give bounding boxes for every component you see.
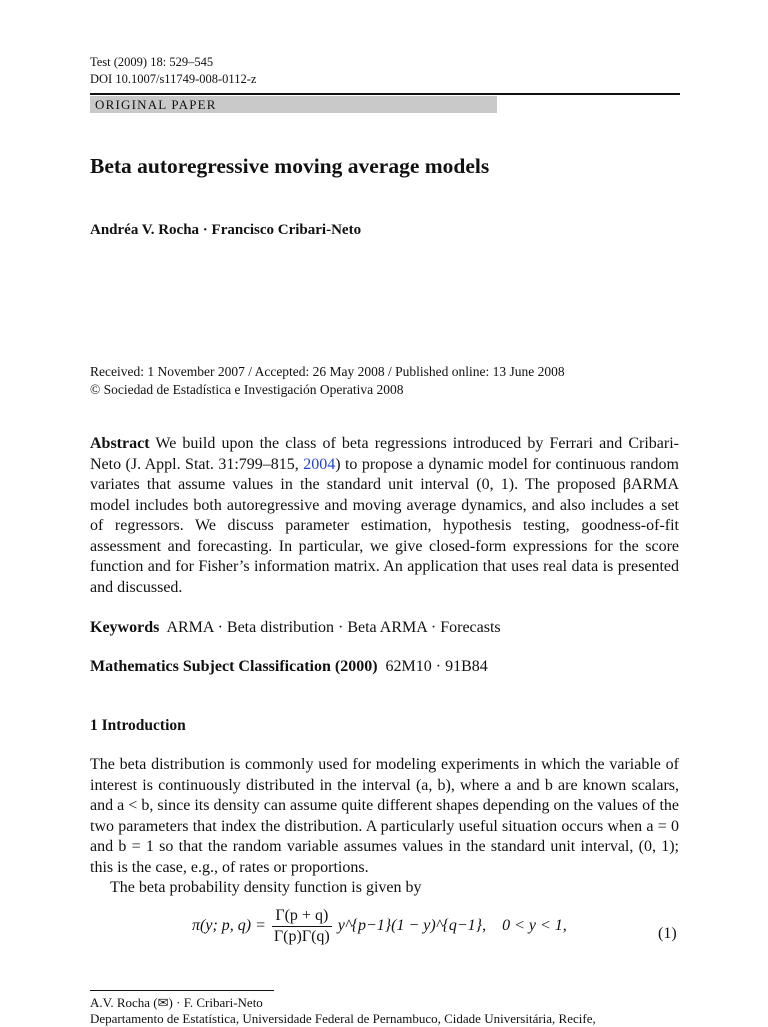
dates-line: Received: 1 November 2007 / Accepted: 26 May 2008 / Published online: 13 June 2008 xyxy=(90,364,565,379)
header-rule xyxy=(90,93,680,95)
author-list: Andréa V. Rocha · Francisco Cribari-Neto xyxy=(90,222,362,238)
keywords-text: ARMA · Beta distribution · Beta ARMA · Forecasts xyxy=(166,619,501,636)
section-heading: 1 Introduction xyxy=(90,717,186,734)
keywords-label: Keywords xyxy=(90,619,160,636)
article-history xyxy=(90,363,565,399)
reference-link[interactable]: 2004 xyxy=(303,455,336,473)
paper-title: Beta autoregressive moving average models xyxy=(90,154,490,178)
msc xyxy=(90,657,679,678)
footnote-authors: A.V. Rocha (✉) · F. Cribari-Neto xyxy=(90,995,263,1010)
abstract xyxy=(90,434,679,598)
keywords xyxy=(90,618,679,639)
article-category: ORIGINAL PAPER xyxy=(90,96,497,113)
equation-lhs: π(y; p, q) = xyxy=(192,917,266,935)
msc-label: Mathematics Subject Classification (2000) xyxy=(90,658,378,675)
abstract-text-a: We build upon the class of beta regressions introduced by Ferrari and Cribari-Neto (J. Appl. Stat. 31:799–815, xyxy=(90,435,680,473)
equation-1 xyxy=(192,906,567,947)
journal-citation: Test (2009) 18: 529–545 xyxy=(90,55,214,69)
doi: DOI 10.1007/s11749-008-0112-z xyxy=(90,72,257,86)
density-intro: The beta probability density function is given by xyxy=(110,879,422,896)
copyright-line: © Sociedad de Estadística e Investigación Operativa 2008 xyxy=(90,382,404,397)
equation-condition: 0 < y < 1, xyxy=(502,917,567,935)
equation-numerator: Γ(p + q) xyxy=(272,906,332,927)
footnote-rule xyxy=(90,990,274,991)
equation-number: (1) xyxy=(658,925,677,942)
msc-text: 62M10 · 91B84 xyxy=(385,658,488,675)
abstract-label: Abstract xyxy=(90,435,150,452)
equation-denominator: Γ(p)Γ(q) xyxy=(273,928,330,945)
footnote-affiliation: Departamento de Estatística, Universidade Federal de Pernambuco, Cidade Universitária, Recife, xyxy=(90,1011,596,1026)
equation-rhs: y^{p−1}(1 − y)^{q−1}, xyxy=(337,917,487,935)
abstract-text-b: ) to propose a dynamic model for continuous random variates that assume values in the standard unit interval (0, 1). The proposed βARMA model includes both autoregressive and moving average dynamics, and also includes a set of regressors. We discuss parameter estimation, hypothesis testing, goodness-of-fit assessment and forecasting. In particular, we give closed-form expressions for the score function and for Fisher’s information matrix. An application that uses real data is presented and discussed. xyxy=(90,455,679,596)
equation-fraction xyxy=(272,906,332,947)
intro-paragraph: The beta distribution is commonly used for modeling experiments in which the variable of interest is continuously distributed in the interval (a, b), where a and b are known scalars, and a < b, since its density can assume quite different shapes depending on the values of the two parameters that index the distribution. A particularly useful situation occurs when a = 0 and b = 1 so that the random variable assumes values in the standard unit interval, (0, 1); this is the case, e.g., of rates or proportions. xyxy=(90,756,679,876)
